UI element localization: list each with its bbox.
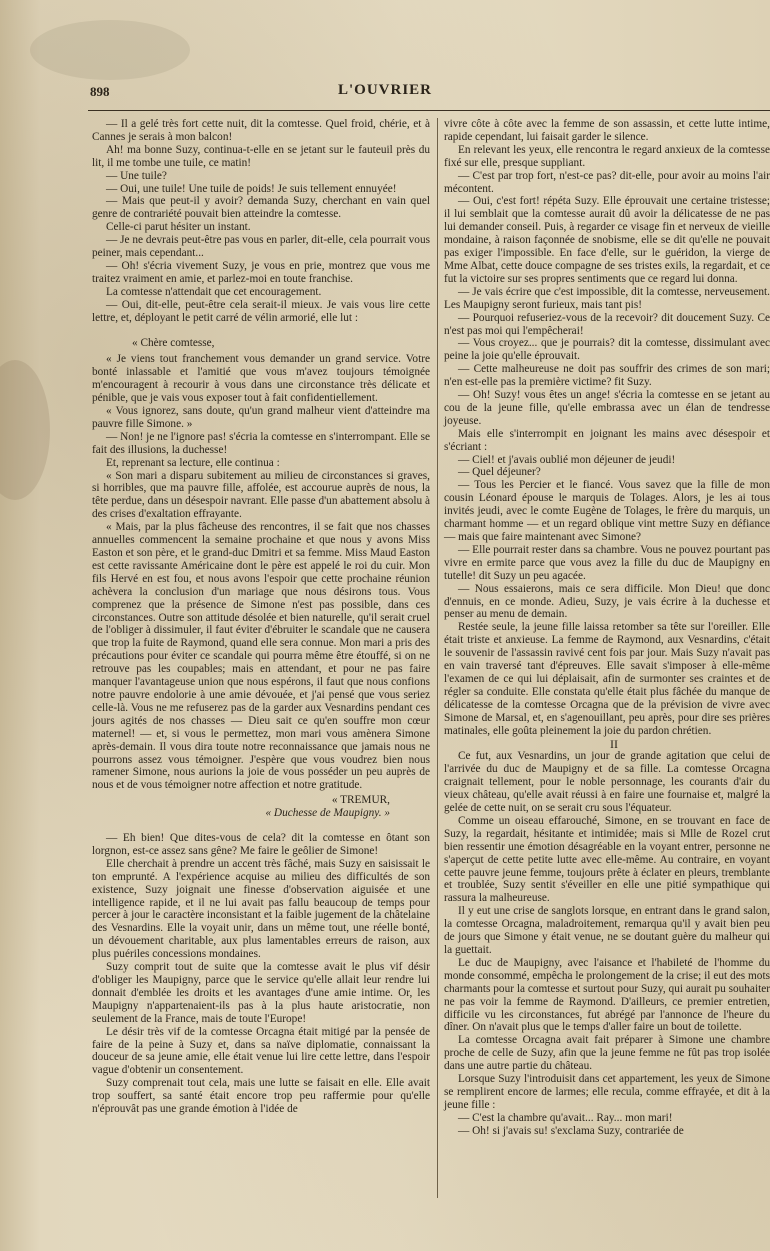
paragraph: Il y eut une crise de sanglots lorsque, en entrant dans le grand salon, la comtesse Orcagna, maladroitement, remarqua qu'il y avait bien peu de jours que Simone y était venue, ne se doutant guère du malheur qui la guettait.	[444, 905, 770, 956]
letter-paragraph: « Son mari a disparu subitement au milieu de circonstances si graves, si horribles, que ma pauvre fille, affolée, est accourue auprès de nous, la tête perdue, dans un désespoir navrant. Elle passe d'un abattement absolu à des crises d'exaltation effrayante.	[92, 469, 431, 521]
header-rule	[88, 110, 770, 111]
paragraph: Le duc de Maupigny, avec l'aisance et l'habileté de l'homme du monde consommé, empêcha le prolongement de la crise; il eut des mots charmants pour la comtesse et surtout pour Suzy, qui aurait pu souhaiter ne pas voir la femme de Raymond. D'ailleurs, ce premier entretien, difficile vu les circonstances, fut abrégé par l'annonce de l'heure du dîner. On n'avait plus que le temps d'aller faire un bout de toilette.	[444, 956, 770, 1034]
paragraph: — Pourquoi refuseriez-vous de la recevoir? dit doucement Suzy. Ce n'est pas moi qui l'empêcherai!	[444, 311, 770, 337]
paragraph: Ah! ma bonne Suzy, continua-t-elle en se jetant sur le fauteuil près du lit, il me tombe une tuile, ce matin!	[92, 143, 430, 169]
letter-paragraph: « Mais, par la plus fâcheuse des rencontres, il se fait que nos chasses annuelles commencent la semaine prochaine et que nous y avons Miss Easton et son père, et le grand-duc Dmitri et sa femme. Miss Maud Easton est cette ravissante Américaine dont le père est appelé le roi du cuir. Mon fils Hervé en est fou, et nous avons l'espoir que cette prochaine réunion achèvera la conclusion d'un mariage que nous désirons tous. Vous comprenez que la présence de Simone n'est pas possible, dans ces circonstances. Outre son attitude désolée et bien naturelle, qu'il serait cruel de l'obliger à dissimuler, il faut éviter d'ébruiter le scandale que ne causera que trop la fuite de Raymond, quand elle sera connue. Mon mari a pris des précautions pour éviter ce scandale qui pourra même être étouffé, si on ne retrouve pas les coupables; mais en attendant, et pour ne pas faire manquer l'avantageuse union que nous espérons, il faut que nous confions notre pauvre endolorie à une amie dévouée, et j'ai pensé que vous seriez celle-là. Vous ne me refuserez pas de la garder aux Vesnardins pendant ces jours agités de nos chasses — Dieu sait ce qu'en souffre mon cœur maternel! — et, si vous le permettez, mon mari vous amènera Simone après-demain. Il vous dira toute notre reconnaissance que jamais nous ne pourrons assez vous témoigner. J'espère que vous voudrez bien nous ramener Simone, nous aurions la joie de vous posséder un peu auprès de nous et de vous témoigner notre affection et notre gratitude.	[92, 521, 430, 792]
letter-paragraph: « Vous ignorez, sans doute, qu'un grand malheur vient d'atteindre ma pauvre fille Simone. »	[92, 405, 430, 430]
paragraph: — Il a gelé très fort cette nuit, dit la comtesse. Quel froid, chérie, et à Cannes je serais à mon balcon!	[92, 118, 430, 143]
paragraph: — Mais que peut-il y avoir? demanda Suzy, cherchant en vain quel genre de contrariété pouvait bien atteindre la comtesse.	[92, 195, 430, 221]
paragraph: Comme un oiseau effarouché, Simone, en se trouvant en face de Suzy, la regardait, hésitante et intimidée; mais si Mlle de Rozel crut bien ressentir une émotion désagréable en la voyant entrer, personne ne s'aperçut de cette petite lutte avec elle-même. Au contraire, en voyant cette pauvre jeune femme, toujours prête à éclater en pleurs, tremblante et troublée, Suzy sentit s'éveiller en elle une pitié sympathique qui rassura la malheureuse.	[444, 814, 770, 905]
paragraph: — Cette malheureuse ne doit pas souffrir des crimes de son mari; n'en est-elle pas la première victime? fit Suzy.	[444, 363, 770, 389]
paragraph: — Ciel! et j'avais oublié mon déjeuner de jeudi!	[458, 453, 676, 466]
paragraph: — Je ne devrais peut-être pas vous en parler, dit-elle, cela pourrait vous peiner, mais cependant...	[92, 234, 430, 260]
page-number: 898	[90, 84, 110, 99]
paragraph: Ce fut, aux Vesnardins, un jour de grande agitation que celui de l'arrivée du duc de Maupigny et de sa fille. La comtesse Orcagna craignait tellement, pour le noble personnage, les courants d'air du vieux château, qu'elle avait réussi à en faire une fournaise et, malgré la gelée de cette nuit, on se serait cru sous l'équateur.	[444, 750, 770, 815]
paragraph: — C'est la chambre qu'avait... Ray... mon mari!	[458, 1111, 673, 1124]
paragraph: vivre côte à côte avec la femme de son assassin, et cette lutte intime, rapide cependant, lui faisait garder le silence.	[444, 118, 770, 143]
paragraph: Suzy comprit tout de suite que la comtesse avait le plus vif désir d'obliger les Maupigny, parce que le service qu'elle allait leur rendre lui donnait d'emblée les droits et les avantages d'une amie intime. Or, les Maupigny n'appartenaient-ils pas à la plus haute aristocratie, non seulement de la France, mais de toute l'Europe!	[92, 961, 430, 1025]
paragraph: En relevant les yeux, elle rencontra le regard anxieux de la comtesse fixé sur elle, presque suppliant.	[444, 143, 770, 169]
paragraph: Elle cherchait à prendre un accent très fâché, mais Suzy en saisissait le ton emprunté. A l'expérience acquise au milieu des difficultés de son existence, Suzy joignait une finesse d'observation aiguisée et une intelligence rapide, et il ne lui avait pas fallu beaucoup de temps pour percer à jour le caractère inconsistant et la faible jugement de la châtelaine des Vesnardins. Elle la voyait unir, dans un même tout, une réelle bonté, un dévouement charitable, aux plus lamentables erreurs de raison, aux plus puériles concessions mondaines.	[92, 857, 430, 961]
paragraph: — Oui, c'est fort! répéta Suzy. Elle éprouvait une certaine tristesse; il lui semblait que la comtesse aurait dû avoir la délicatesse de ne pas lui demander conseil. Puis, à regarder ce visage fin et nerveux de vieille mondaine, à raison façonnée de snobisme, elle se dit qu'elle ne pouvait pas exiger l'impossible. En face d'elle, sur le guéridon, la vierge de Mme Albat, cette douce compagne de ses tristes exils, la regardait, et ce fut la victoire sur ses propres sentiments que ce regard lui donna.	[444, 195, 770, 285]
right-column	[444, 118, 770, 1138]
paper-stain	[30, 20, 190, 80]
page-header	[0, 80, 770, 106]
paragraph: Lorsque Suzy l'introduisit dans cet appartement, les yeux de Simone se remplirent encore de larmes; elle recula, comme effrayée, et dit à la jeune fille :	[444, 1073, 770, 1111]
paragraph: La comtesse Orcagna avait fait préparer à Simone une chambre proche de celle de Suzy, afin que la jeune femme ne fût pas trop isolée dans une autre partie du château.	[444, 1034, 770, 1073]
letter-signature-title: « Duchesse de Maupigny. »	[265, 807, 390, 820]
paragraph: Celle-ci parut hésiter un instant.	[106, 221, 251, 234]
left-column	[92, 118, 430, 1116]
letter-paragraph: « Je viens tout franchement vous demander un grand service. Votre bonté inlassable et l'amitié que vous m'avez toujours témoignée m'encouragent à recourir à vous dans une circonstance très délicate et pénible, que je vais vous exposer tout à fait confidentiellement.	[92, 353, 430, 405]
letter-signature: « TREMUR,	[331, 794, 390, 807]
paragraph: — Quel déjeuner?	[458, 466, 541, 479]
journal-title: L'OUVRIER	[337, 82, 432, 98]
paragraph: — Oh! si j'avais su! s'exclama Suzy, contrariée de	[458, 1124, 684, 1137]
paragraph: Suzy comprenait tout cela, mais une lutte se faisait en elle. Elle avait trop souffert, sa santé était encore trop peu raffermie pour qu'elle n'éprouvât pas une grande émotion à l'idée de	[92, 1077, 430, 1116]
paper-stain	[0, 360, 50, 500]
paragraph: — Une tuile?	[106, 169, 167, 182]
section-number: II	[610, 736, 618, 751]
column-divider	[437, 118, 438, 1198]
paragraph: — Tous les Percier et le fiancé. Vous savez que la fille de mon cousin Léonard épouse le marquis de Tolages. Alors, je les ai tous invités jeudi, avec le comte Eugène de Tolages, le frère du marquis, un charmant homme — et un regard oblique vint mettre Suzy en défiance — mais que faire maintenant avec Simone?	[444, 479, 770, 543]
paragraph: La comtesse n'attendait que cet encouragement.	[106, 285, 322, 298]
paragraph: — Nous essaierons, mais ce sera difficile. Mon Dieu! que donc d'ennuis, en ce monde. Adieu, Suzy, je vais écrire à la duchesse et penser au menu de demain.	[444, 582, 770, 621]
paragraph: — C'est par trop fort, n'est-ce pas? dit-elle, pour avoir au moins l'air mécontent.	[444, 169, 770, 195]
letter-salutation: « Chère comtesse,	[132, 336, 215, 349]
paragraph: — Elle pourrait rester dans sa chambre. Vous ne pouvez pourtant pas vivre en ermite parce que vous avez la fille du duc de Maupigny en tutelle! dit Suzy un peu agacée.	[444, 543, 770, 582]
paragraph: Restée seule, la jeune fille laissa retomber sa tête sur l'oreiller. Elle était triste et anxieuse. La femme de Raymond, aux Vesnardins, c'était le souvenir de l'assassin ravivé cent fois par jour. Mais Suzy n'avait pas en vain traversé tant d'épreuves. Elle savait s'imposer à elle-même l'examen de ce qui lui déplaisait, afin de surmonter ses craintes et de régler sa conduite. Elle constata qu'elle était plus fâchée du manque de délicatesse de la comtesse Orcagna que de la prévision de vivre avec Simone de Marsal, et, en s'agenouillant, peu après, pour dire ses prières matinales, elle goûta pleinement la joie du pardon chrétien.	[444, 621, 770, 737]
paragraph: — Oui, dit-elle, peut-être cela serait-il mieux. Je vais vous lire cette lettre, et, déployant le petit carré de vélin armorié, elle lut :	[92, 298, 430, 324]
paragraph: Et, reprenant sa lecture, elle continua :	[106, 456, 280, 469]
paragraph: — Oui, une tuile! Une tuile de poids! Je suis tellement ennuyée!	[106, 182, 397, 195]
paragraph: — Vous croyez... que je pourrais? dit la comtesse, dissimulant avec peine la joie qu'elle éprouvait.	[444, 337, 770, 363]
paragraph: — Oh! Suzy! vous êtes un ange! s'écria la comtesse en se jetant au cou de la jeune fille, qu'elle embrassa avec un élan de tendresse joyeuse.	[444, 389, 770, 427]
paragraph: Mais elle s'interrompit en joignant les mains avec désespoir et s'écriant :	[444, 427, 770, 453]
paragraph: — Oh! s'écria vivement Suzy, je vous en prie, montrez que vous me traitez vraiment en amie, et parlez-moi en toute franchise.	[92, 259, 430, 285]
paragraph: — Non! je ne l'ignore pas! s'écria la comtesse en s'interrompant. Elle se fait des illusions, la duchesse!	[92, 430, 430, 456]
paragraph: — Eh bien! Que dites-vous de cela? dit la comtesse en ôtant son lorgnon, est-ce assez sans gêne? Me faire le geôlier de Simone!	[92, 832, 430, 857]
paragraph: Le désir très vif de la comtesse Orcagna était mitigé par la pensée de faire de la peine à Suzy et, dans sa naïve diplomatie, connaissant la douceur de sa jeune amie, elle était venue lui lire cette lettre, dans l'espoir vague d'obtenir un consentement.	[92, 1025, 430, 1077]
paragraph: — Je vais écrire que c'est impossible, dit la comtesse, nerveusement. Les Maupigny seront furieux, mais tant pis!	[444, 285, 770, 311]
